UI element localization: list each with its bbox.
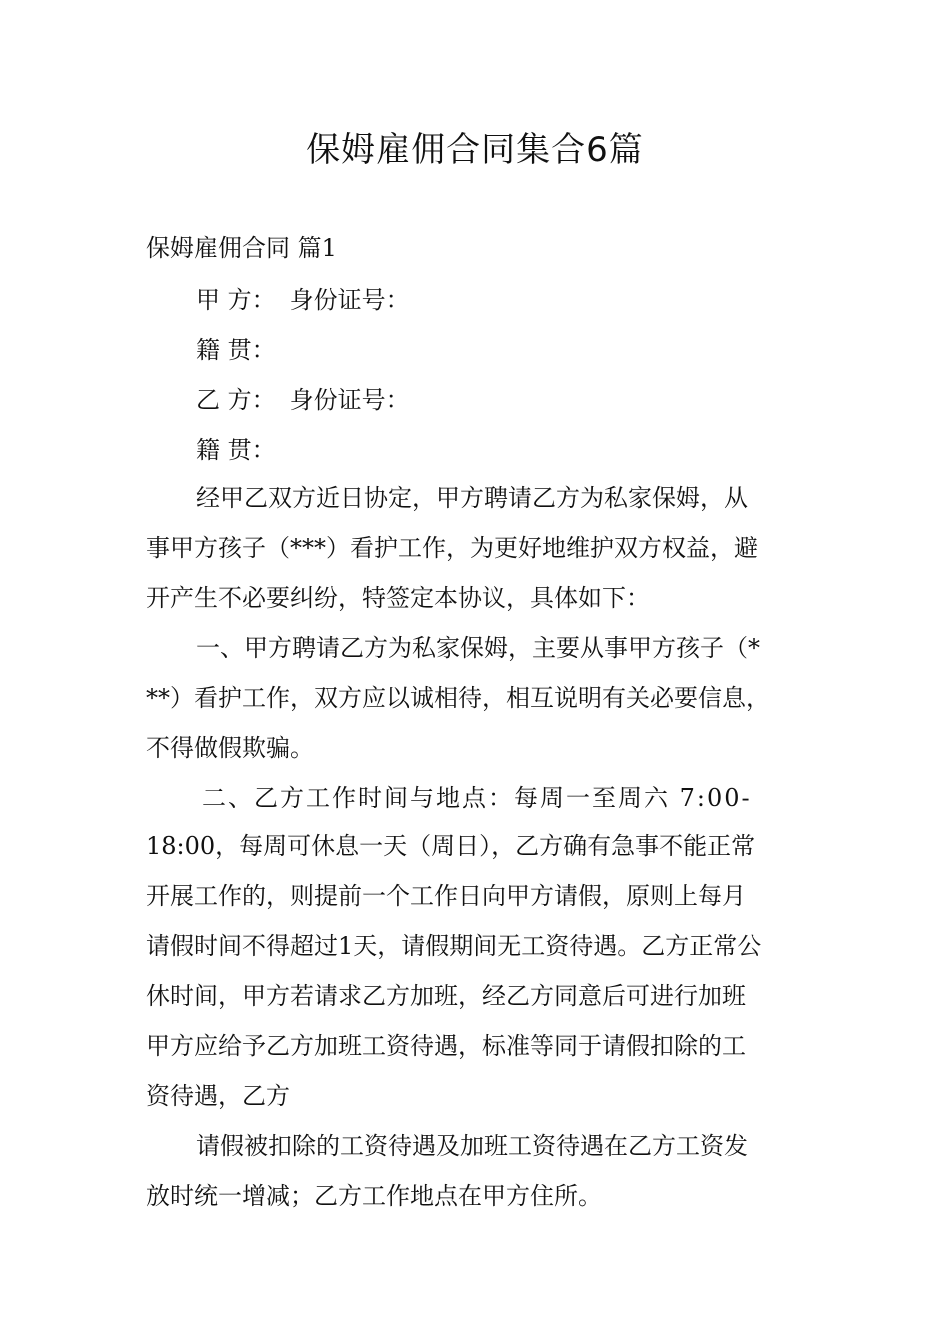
body-line: 资待遇，乙方: [146, 1082, 290, 1110]
body-line: 开产生不必要纠纷，特签定本协议，具体如下：: [146, 584, 650, 612]
party-b-id-label: 身份证号：: [289, 386, 410, 414]
body-line: 休时间，甲方若请求乙方加班，经乙方同意后可进行加班: [146, 982, 746, 1010]
party-a-line: [196, 282, 876, 318]
party-b-origin-label: 籍 贯：: [196, 436, 276, 464]
document-title: 保姆雇佣合同集合6篇: [306, 130, 644, 170]
body-line: **）看护工作，双方应以诚相待，相互说明有关必要信息，: [146, 684, 770, 712]
body-line: 开展工作的，则提前一个工作日向甲方请假，原则上每月: [146, 882, 746, 910]
party-a-origin-line: [196, 332, 876, 368]
party-b-line: [196, 382, 876, 418]
party-b-origin-line: [196, 432, 876, 468]
body-line: 请假被扣除的工资待遇及加班工资待遇在乙方工资发: [196, 1132, 748, 1160]
body-line: 事甲方孩子（***）看护工作，为更好地维护双方权益，避: [146, 534, 758, 562]
party-a-label: 甲 方：: [196, 286, 276, 314]
body-line: 一、甲方聘请乙方为私家保姆，主要从事甲方孩子（*: [196, 634, 760, 662]
body-line: 放时统一增减；乙方工作地点在甲方住所。: [146, 1182, 602, 1210]
body-line: 甲方应给予乙方加班工资待遇，标准等同于请假扣除的工: [146, 1032, 746, 1060]
party-a-id-label: 身份证号：: [289, 286, 410, 314]
party-b-label: 乙 方：: [196, 386, 276, 414]
section-heading: 保姆雇佣合同 篇1: [146, 234, 337, 262]
body-line: 18:00，每周可休息一天（周日），乙方确有急事不能正常: [146, 832, 756, 860]
body-line: 经甲乙双方近日协定，甲方聘请乙方为私家保姆，从: [196, 484, 748, 512]
body-line: 二、乙方工作时间与地点：每周一至周六 7:00-: [202, 784, 752, 812]
party-a-origin-label: 籍 贯：: [196, 336, 276, 364]
body-line: 不得做假欺骗。: [146, 734, 314, 762]
body-line: 请假时间不得超过1天，请假期间无工资待遇。乙方正常公: [146, 932, 762, 960]
